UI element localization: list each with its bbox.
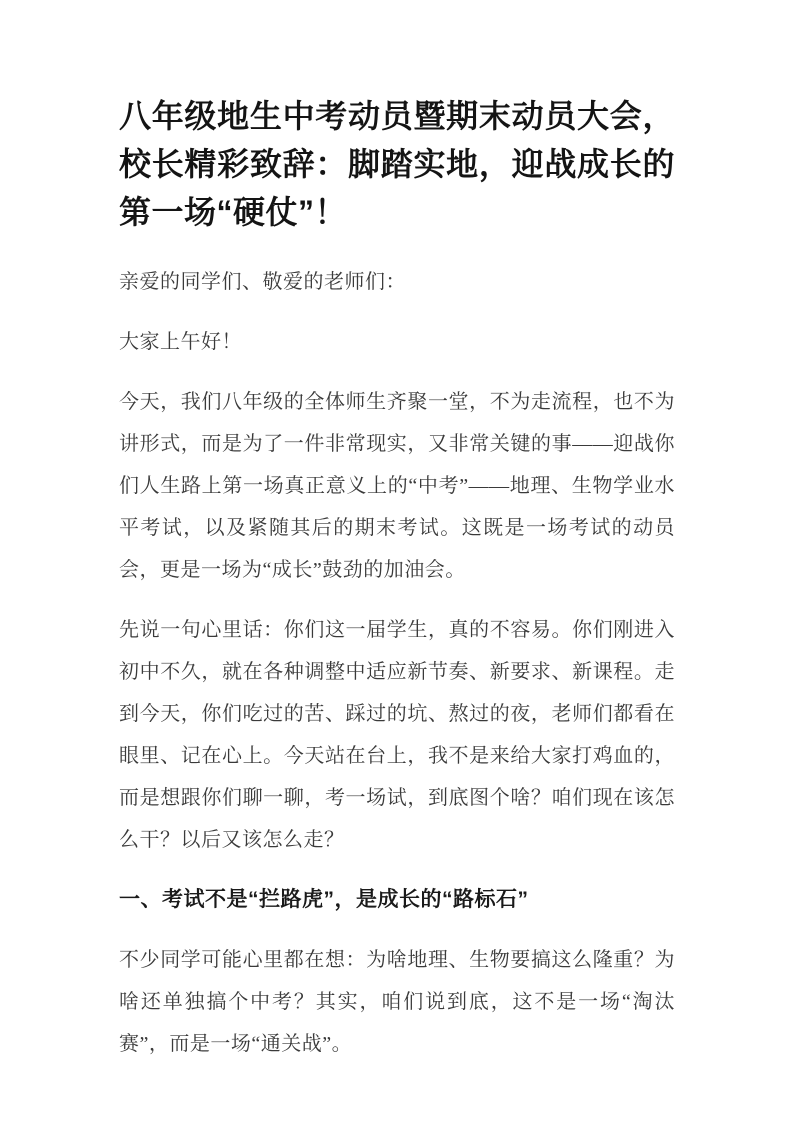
section-heading-1: 一、考试不是“拦路虎”，是成长的“路标石”	[119, 888, 529, 911]
paragraph-salutation: 亲爱的同学们、敬爱的老师们：	[119, 271, 406, 293]
paragraph-greeting: 大家上午好！	[119, 331, 242, 353]
paragraph-section1: 不少同学可能心里都在想：为啥地理、生物要搞这么隆重？为啥还单独搞个中考？其实，咱们说到底，这不是一场“淘汰赛”，而是一场“通关战”。	[119, 949, 675, 1055]
paragraph-heart-to-heart: 先说一句心里话：你们这一届学生，真的不容易。你们刚进入初中不久，就在各种调整中适应新节奏、新要求、新课程。走到今天，你们吃过的苦、踩过的坑、熬过的夜，老师们都看在眼里、记在心上。今天站在台上，我不是来给大家打鸡血的，而是想跟你们聊一聊，考一场试，到底图个啥？咱们现在该怎么干？以后又该怎么走？	[119, 619, 675, 851]
document-title: 八年级地生中考动员暨期末动员大会，校长精彩致辞：脚踏实地，迎战成长的第一场“硬仗”！	[119, 98, 675, 230]
paragraph-intro: 今天，我们八年级的全体师生齐聚一堂，不为走流程，也不为讲形式，而是为了一件非常现实，又非常关键的事——迎战你们人生路上第一场真正意义上的“中考”——地理、生物学业水平考试，以及紧随其后的期末考试。这既是一场考试的动员会，更是一场为“成长”鼓劲的加油会。	[119, 391, 675, 581]
